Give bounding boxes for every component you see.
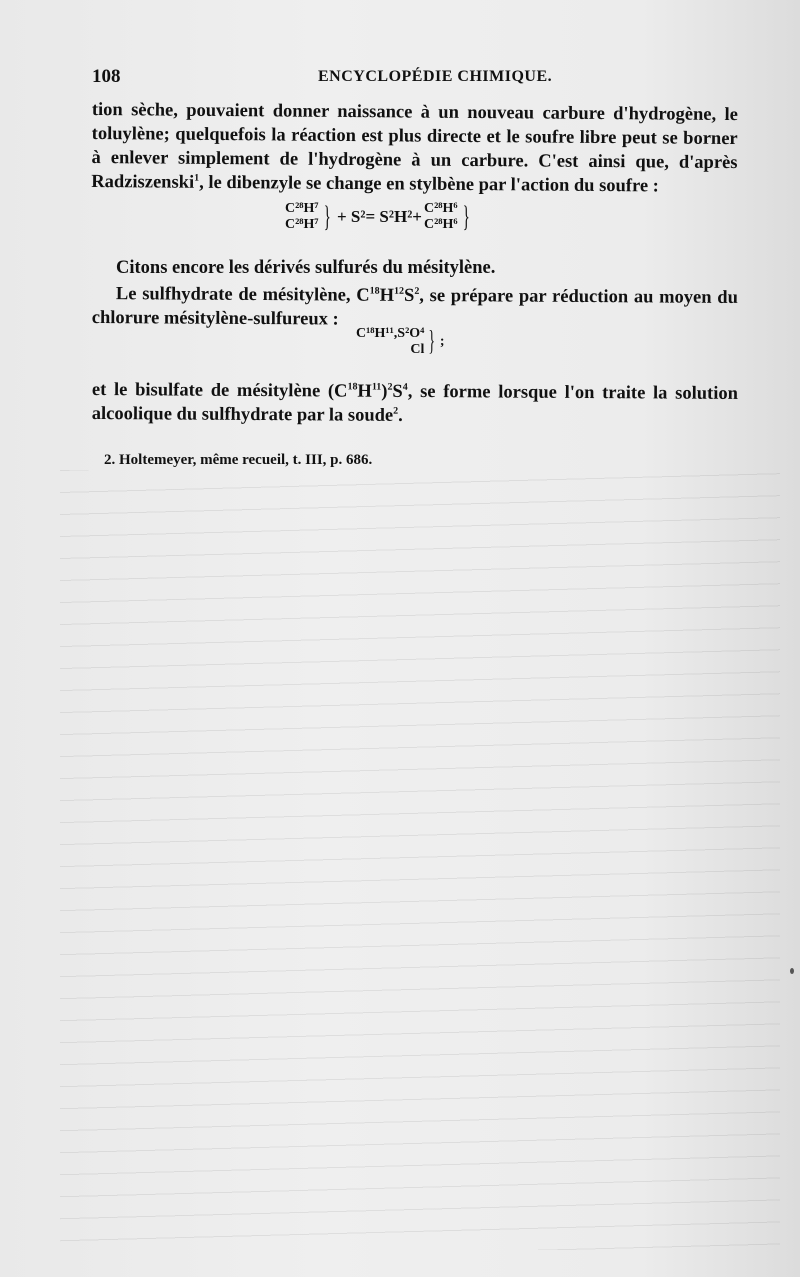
product-bottom: C²⁸H⁶ bbox=[423, 217, 458, 232]
footnote-2: 2. Holtemeyer, même recueil, t. III, p. 686. bbox=[104, 452, 373, 468]
reactant-top: C²⁸H⁷ bbox=[285, 201, 319, 216]
show-through-background bbox=[60, 470, 780, 1250]
product-stack bbox=[424, 201, 458, 233]
product-top: C²⁸H⁶ bbox=[423, 201, 458, 216]
page-header bbox=[92, 66, 732, 92]
p3-text-d: , se prépare par réduction au moyen du chlorure mésitylène-sulfureux : bbox=[91, 285, 738, 330]
p4-text-d: S bbox=[392, 381, 403, 402]
paragraph-1-text-end: , le dibenzyle se change en stylbène par l'action du soufre : bbox=[199, 172, 659, 197]
paper-spot bbox=[790, 968, 794, 974]
paragraph-1-text: tion sèche, pouvaient donner naissance à un nouveau carbure d'hydrogène, le toluylène; quelquefois la réaction est plus directe et le soufre libre peut se borner à enlever simplement de l'hydrogène à un carbure. C'est ainsi que, d'après Radziszenski bbox=[91, 99, 738, 193]
p4-text-f: . bbox=[398, 405, 403, 426]
formula-chlorure bbox=[356, 326, 444, 358]
equation-dibenzyle bbox=[285, 200, 474, 234]
paragraph-4 bbox=[92, 378, 738, 430]
page-number: 108 bbox=[92, 66, 121, 87]
p3-text-b: H bbox=[379, 285, 395, 306]
p4-sup-1: 18 bbox=[347, 381, 358, 393]
equation-middle: + S²= S²H²+ bbox=[337, 207, 422, 226]
paragraph-2: Citons encore les dérivés sulfurés du mésitylène. bbox=[116, 258, 496, 278]
p3-sup-2: 12 bbox=[394, 285, 405, 297]
formula-chlorure-top: C¹⁸H¹¹,S²O⁴ bbox=[356, 326, 425, 341]
p4-sup-2: 11 bbox=[371, 381, 382, 393]
p4-text-c: ) bbox=[381, 381, 388, 402]
paragraph-1 bbox=[91, 98, 738, 199]
formula-chlorure-suffix: ; bbox=[439, 334, 445, 349]
p3-text-a: Le sulfhydrate de mésitylène, C bbox=[115, 284, 370, 306]
p4-text-a: et le bisulfate de mésitylène (C bbox=[91, 379, 348, 402]
p3-sup-3: 2 bbox=[414, 285, 420, 297]
formula-chlorure-bottom: Cl bbox=[410, 342, 425, 357]
p4-text-b: H bbox=[357, 381, 372, 402]
p4-sup-3: 2 bbox=[387, 381, 393, 393]
brace-right-1: } bbox=[323, 200, 331, 233]
p3-text-c: S bbox=[403, 285, 415, 306]
running-title: ENCYCLOPÉDIE CHIMIQUE. bbox=[318, 68, 553, 85]
brace-right-3: } bbox=[428, 326, 436, 357]
reactant-bottom: C²⁸H⁷ bbox=[285, 217, 319, 232]
p3-sup-1: 18 bbox=[369, 285, 380, 297]
p4-sup-4: 4 bbox=[402, 381, 408, 393]
p4-text-e: , se forme lorsque l'on traite la solution alcoolique du sulfhydrate par la soude bbox=[91, 381, 738, 426]
brace-right-2: } bbox=[462, 200, 470, 233]
formula-chlorure-stack bbox=[356, 326, 424, 358]
footnote-ref-2: 2 bbox=[393, 405, 399, 417]
reactant-stack bbox=[285, 201, 319, 233]
footnote-ref-1: 1 bbox=[194, 172, 200, 184]
